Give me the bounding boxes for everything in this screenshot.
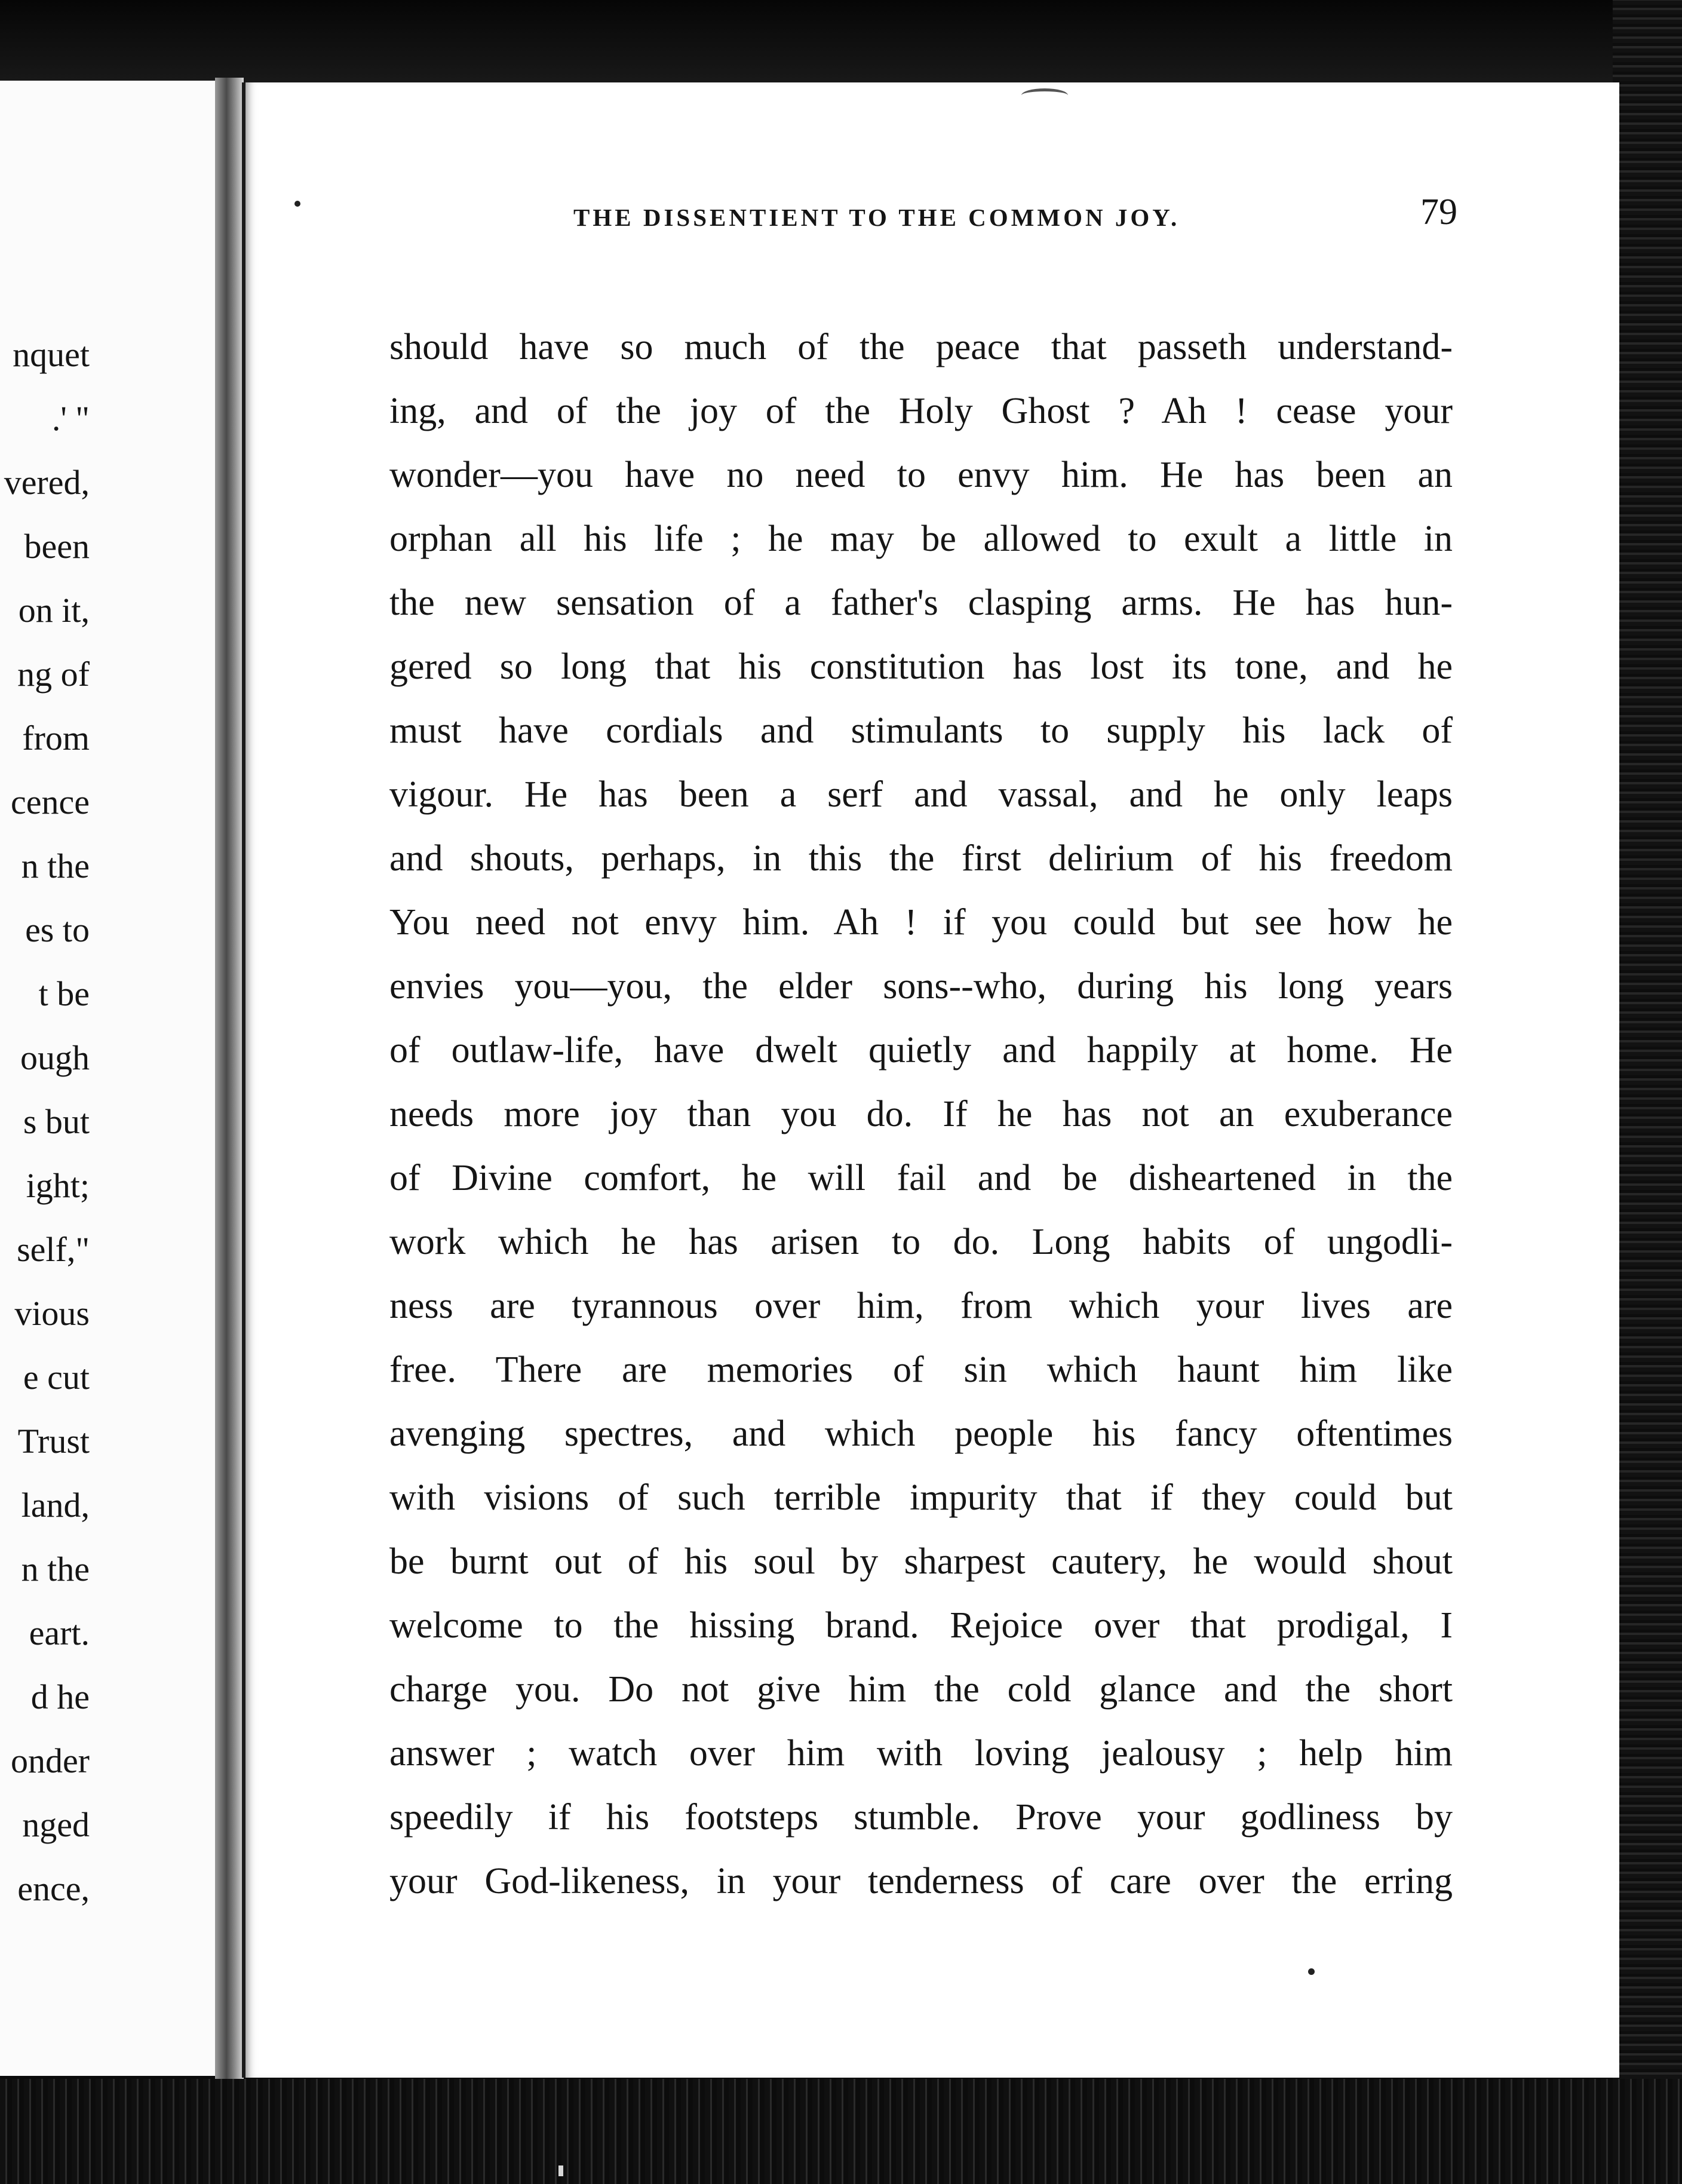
text-line: the new sensation of a father's clasping arms. He has hun- xyxy=(389,582,1453,623)
facing-page-line-end: d he xyxy=(30,1677,90,1716)
facing-page xyxy=(0,81,227,2076)
facing-page-line-end: ough xyxy=(20,1038,90,1077)
text-line: speedily if his footsteps stumble. Prove your godliness by xyxy=(389,1797,1453,1838)
facing-page-line-end: been xyxy=(24,527,90,566)
page-number: 79 xyxy=(1420,192,1457,232)
text-line: your God-likeness, in your tenderness of care over the erring xyxy=(389,1861,1453,1901)
page-gutter xyxy=(215,78,244,2079)
text-line: of Divine comfort, he will fail and be disheartened in the xyxy=(389,1158,1453,1198)
text-line: and shouts, perhaps, in this the first delirium of his freedom xyxy=(389,838,1453,879)
facing-page-line-end: s but xyxy=(23,1102,90,1141)
ink-dot xyxy=(1308,1968,1315,1975)
text-line: wonder—you have no need to envy him. He has been an xyxy=(389,455,1453,495)
facing-page-line-end: es to xyxy=(25,910,90,949)
text-line: work which he has arisen to do. Long habits of ungodli- xyxy=(389,1222,1453,1262)
text-line: ing, and of the joy of the Holy Ghost ? Ah ! cease your xyxy=(389,391,1453,431)
facing-page-line-end: ng of xyxy=(17,655,90,694)
facing-page-line-end: vered, xyxy=(4,463,90,502)
facing-page-line-end: vious xyxy=(14,1294,90,1333)
text-line: needs more joy than you do. If he has not an exuberance xyxy=(389,1094,1453,1134)
facing-page-line-end: .' " xyxy=(51,399,90,438)
facing-page-line-end: self," xyxy=(17,1230,90,1269)
facing-page-line-end: ence, xyxy=(17,1869,90,1908)
text-line: be burnt out of his soul by sharpest cautery, he would shout xyxy=(389,1541,1453,1582)
text-line: vigour. He has been a serf and vassal, and he only leaps xyxy=(389,774,1453,815)
facing-page-line-end: n the xyxy=(21,1550,90,1588)
scan-mark xyxy=(558,2165,563,2176)
text-line: of outlaw-life, have dwelt quietly and happily at home. He xyxy=(389,1030,1453,1070)
body-text xyxy=(389,329,1453,1927)
book-cover-bottom xyxy=(0,2079,1682,2184)
text-line: gered so long that his constitution has lost its tone, and he xyxy=(389,646,1453,687)
text-line: ness are tyrannous over him, from which your lives are xyxy=(389,1286,1453,1326)
facing-page-line-end: eart. xyxy=(29,1614,90,1652)
ink-smudge xyxy=(1021,88,1068,102)
text-line: charge you. Do not give him the cold glance and the short xyxy=(389,1669,1453,1710)
text-line: must have cordials and stimulants to supply his lack of xyxy=(389,710,1453,751)
facing-page-line-end: n the xyxy=(21,846,90,885)
facing-page-line-end: nged xyxy=(22,1805,90,1844)
text-line: should have so much of the peace that passeth understand- xyxy=(389,327,1453,367)
facing-page-line-end: nquet xyxy=(13,335,90,374)
text-line: free. There are memories of sin which haunt him like xyxy=(389,1349,1453,1390)
facing-page-line-end: ight; xyxy=(26,1166,90,1205)
text-line: answer ; watch over him with loving jealousy ; help him xyxy=(389,1733,1453,1774)
facing-page-line-end: t be xyxy=(38,974,90,1013)
text-line: welcome to the hissing brand. Rejoice over that prodigal, I xyxy=(389,1605,1453,1646)
facing-page-line-end: e cut xyxy=(23,1358,90,1397)
facing-page-line-end: on it, xyxy=(18,591,90,630)
text-line: with visions of such terrible impurity that if they could but xyxy=(389,1477,1453,1518)
page-header xyxy=(326,178,1457,244)
facing-page-line-end: cence xyxy=(11,783,90,821)
facing-page-line-end: onder xyxy=(10,1741,90,1780)
facing-page-line-end: land, xyxy=(21,1486,90,1524)
facing-page-line-end: from xyxy=(22,719,90,757)
ink-dot xyxy=(294,201,300,207)
facing-page-line-end: Trust xyxy=(17,1422,90,1461)
scanner-bed-top xyxy=(0,0,1682,90)
book-cover-edge xyxy=(1613,0,1682,2184)
facing-page-line-ends xyxy=(0,81,90,2076)
running-head: THE DISSENTIENT TO THE COMMON JOY. xyxy=(573,204,1180,231)
text-line: avenging spectres, and which people his fancy oftentimes xyxy=(389,1413,1453,1454)
text-line: orphan all his life ; he may be allowed to exult a little in xyxy=(389,519,1453,559)
text-line: You need not envy him. Ah ! if you could but see how he xyxy=(389,902,1453,943)
text-line: envies you—you, the elder sons--who, during his long years xyxy=(389,966,1453,1007)
